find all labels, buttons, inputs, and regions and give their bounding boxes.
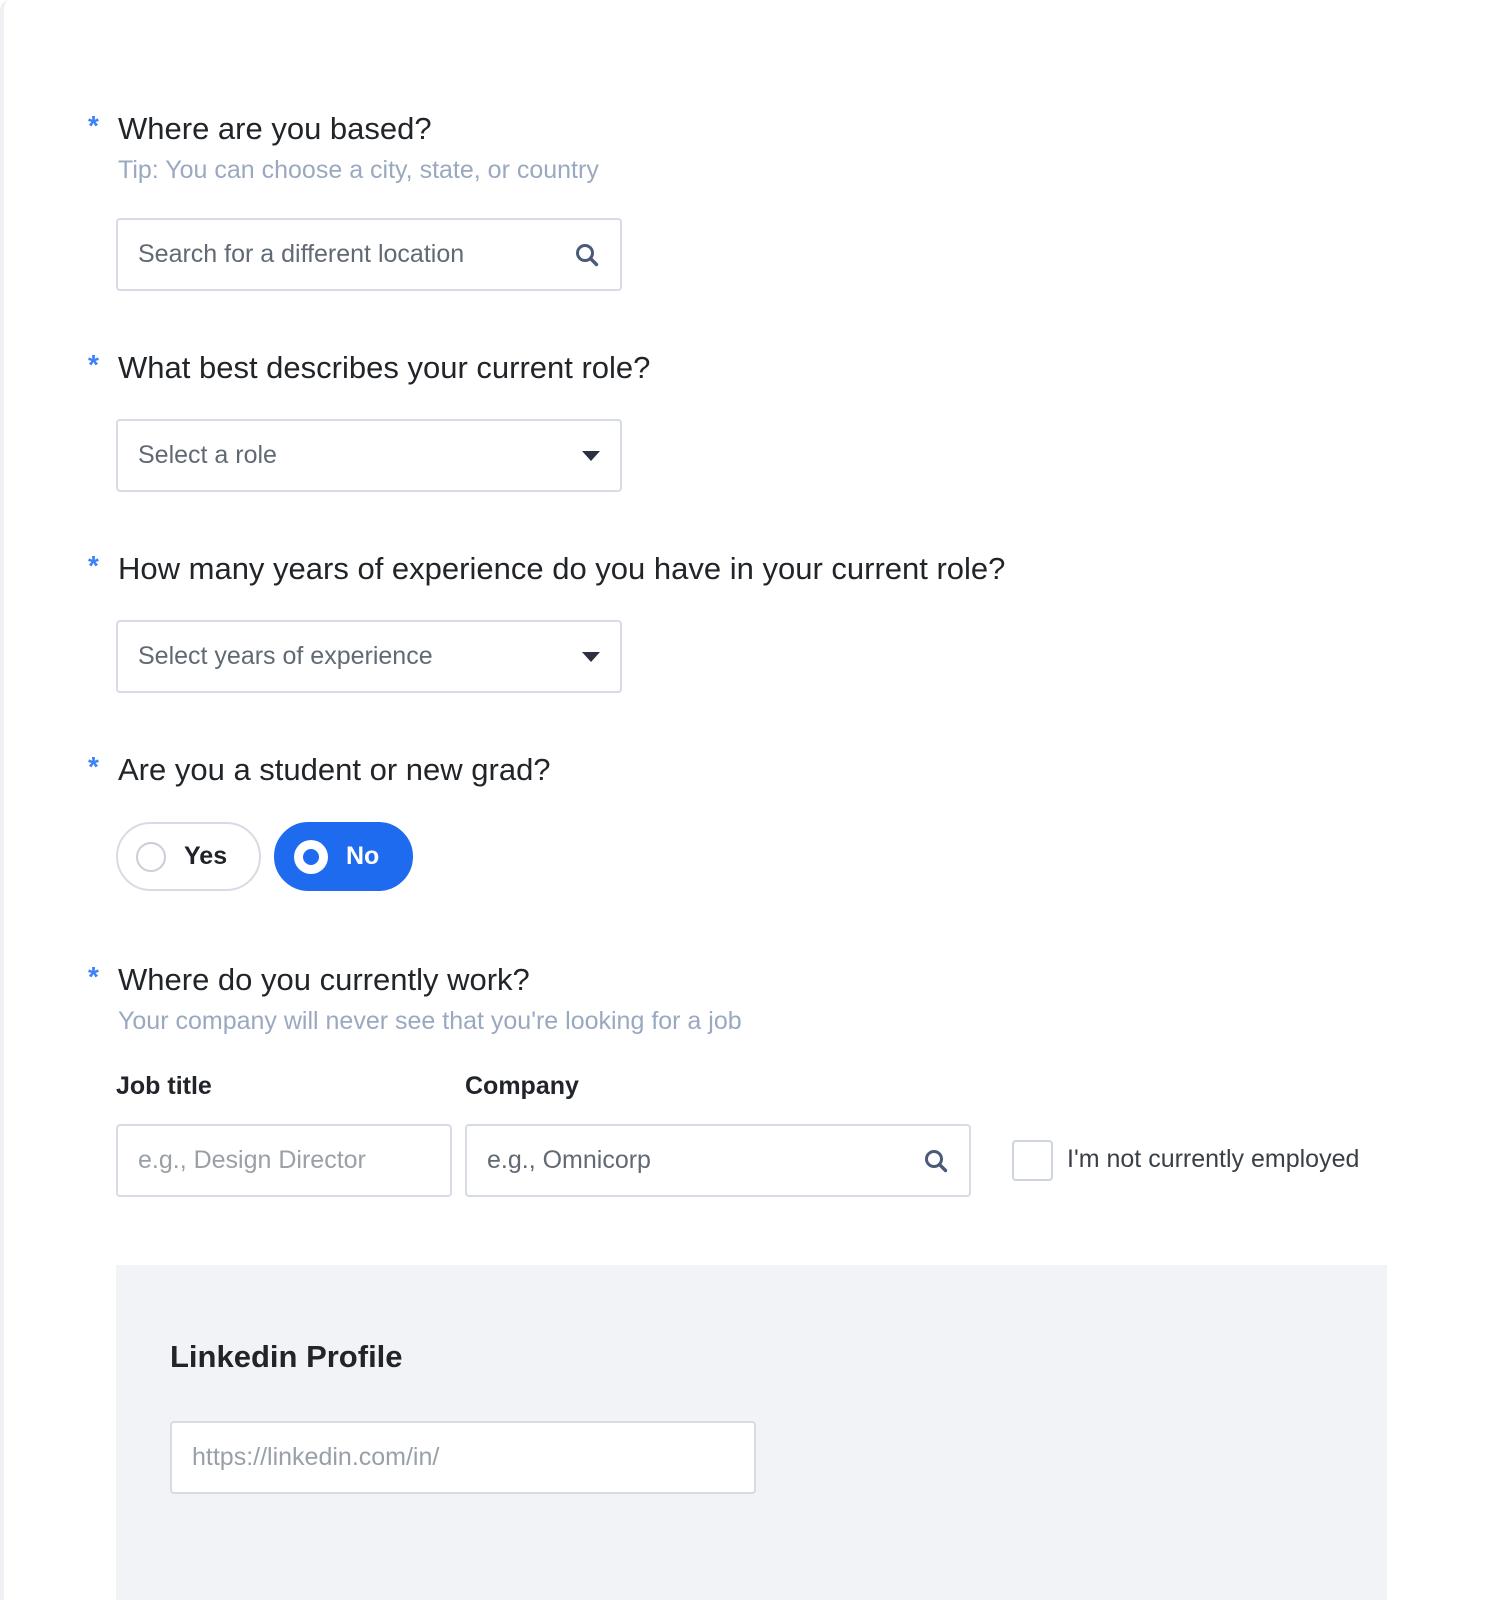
required-marker: * (88, 110, 99, 141)
required-marker: * (88, 751, 99, 782)
radio-unselected-icon[interactable] (136, 842, 166, 872)
company-label: Company (465, 1072, 579, 1100)
student-question-text: Are you a student or new grad? (118, 752, 551, 787)
linkedin-section (116, 1265, 1387, 1600)
location-search-placeholder: Search for a different location (138, 240, 465, 268)
location-search-input[interactable] (116, 218, 622, 291)
company-search-input[interactable] (465, 1124, 971, 1197)
student-question (88, 751, 551, 789)
chevron-down-icon (582, 451, 600, 461)
chevron-down-icon (582, 652, 600, 662)
student-yes-option[interactable] (116, 822, 261, 891)
experience-question-text: How many years of experience do you have in your current role? (118, 551, 1006, 586)
role-question-label (88, 349, 650, 387)
work-question-text: Where do you currently work? (118, 962, 530, 997)
required-marker: * (88, 349, 99, 380)
role-question-text: What best describes your current role? (118, 350, 651, 385)
required-marker: * (88, 550, 99, 581)
location-question-text: Where are you based? (118, 111, 432, 146)
not-employed-checkbox[interactable] (1012, 1140, 1053, 1181)
student-question-label (88, 751, 551, 789)
location-question-label (88, 110, 599, 148)
student-yes-label: Yes (184, 842, 228, 870)
work-question (88, 961, 742, 1037)
experience-select[interactable] (116, 620, 622, 693)
linkedin-title: Linkedin Profile (170, 1339, 403, 1374)
company-placeholder: e.g., Omnicorp (487, 1146, 651, 1174)
experience-question (88, 550, 1005, 588)
work-tip: Your company will never see that you're looking for a job (118, 1007, 742, 1035)
job-title-label: Job title (116, 1072, 212, 1100)
role-select-value: Select a role (138, 441, 277, 469)
search-icon[interactable] (923, 1148, 949, 1174)
role-select[interactable] (116, 419, 622, 492)
work-question-label (88, 961, 742, 999)
job-title-input[interactable] (116, 1124, 452, 1197)
linkedin-url-input[interactable] (170, 1421, 756, 1494)
location-tip: Tip: You can choose a city, state, or country (118, 156, 599, 184)
student-no-label: No (346, 842, 380, 870)
role-question (88, 349, 650, 387)
location-question (88, 110, 599, 186)
experience-question-label (88, 550, 1005, 588)
radio-selected-icon[interactable] (294, 840, 328, 874)
job-title-placeholder: e.g., Design Director (138, 1146, 366, 1174)
search-icon[interactable] (574, 242, 600, 268)
linkedin-placeholder: https://linkedin.com/in/ (192, 1443, 440, 1471)
student-no-option[interactable] (274, 822, 413, 891)
not-employed-label[interactable]: I'm not currently employed (1067, 1145, 1360, 1173)
required-marker: * (88, 961, 99, 992)
experience-select-value: Select years of experience (138, 642, 433, 670)
